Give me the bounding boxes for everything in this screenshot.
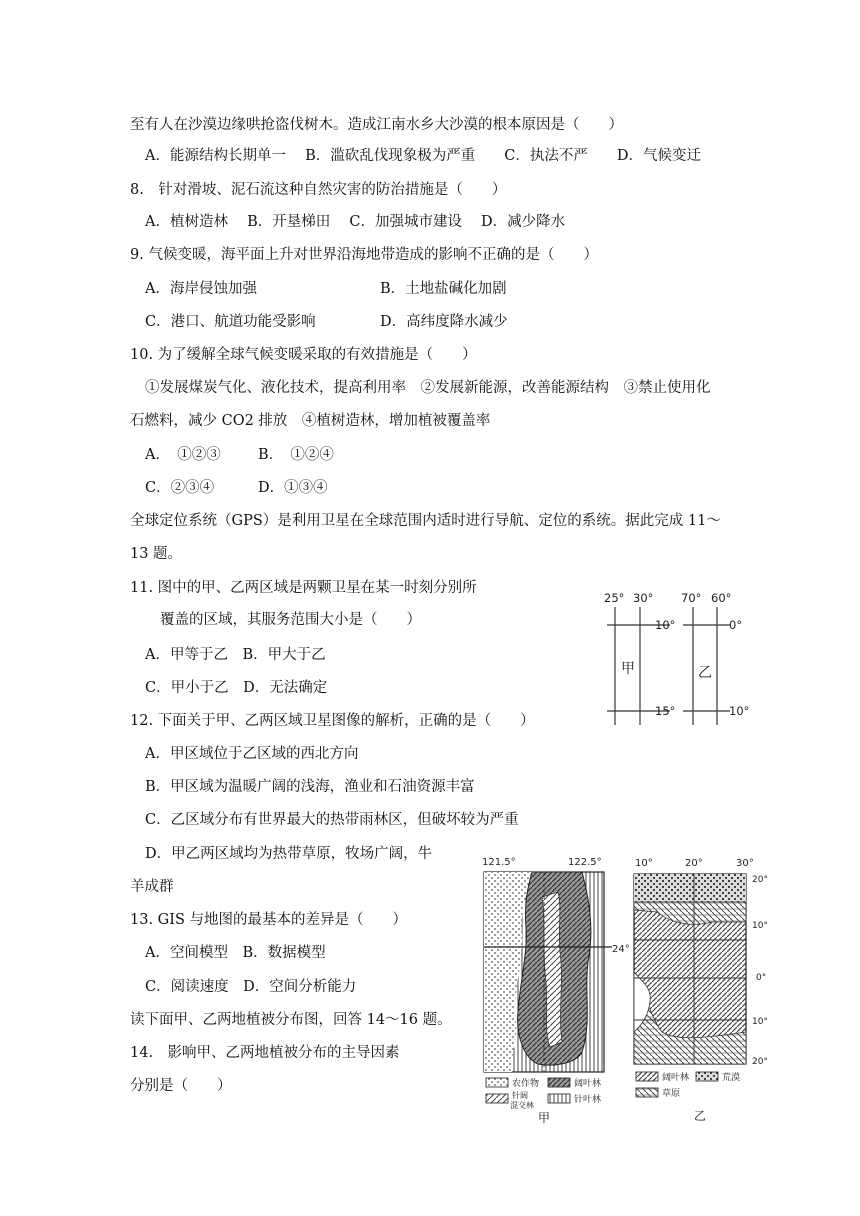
q8-stem: 8. 针对滑坡、泥石流这种自然灾害的防治措施是（ ）	[130, 182, 507, 198]
legend-yi-broadleaf-label: 阔叶林	[662, 1073, 690, 1083]
q8-options: A．植树造林 B．开垦梯田 C．加强城市建设 D．减少降水	[145, 214, 566, 230]
gps-intro-cont: 13 题。	[130, 546, 183, 562]
q12-option-d-cont: 羊成群	[130, 879, 174, 895]
yi-lat-1: 20°	[752, 875, 768, 885]
jia-map	[482, 857, 630, 1072]
yi-lon-3: 30°	[736, 858, 754, 869]
jia-lon-left: 121.5°	[482, 857, 516, 868]
q10-stem: 10. 为了缓解全球气候变暖采取的有效措施是（ ）	[130, 347, 477, 363]
legend-broadleaf-swatch	[548, 1078, 570, 1087]
vegetation-figure	[472, 852, 790, 1124]
veg-intro: 读下面甲、乙两地植被分布图，回答 14～16 题。	[130, 1012, 452, 1028]
legend-yi-desert-label: 荒漠	[722, 1073, 741, 1083]
q9-stem: 9. 气候变暖，海平面上升对世界沿海地带造成的影响不正确的是（ ）	[130, 247, 598, 263]
jia-lon-right: 30°	[633, 591, 654, 605]
gps-coverage-figure	[595, 585, 785, 750]
jia-legend	[486, 1077, 601, 1124]
legend-crop-swatch	[486, 1078, 508, 1087]
legend-broadleaf-label: 阔叶林	[574, 1079, 602, 1089]
yi-lon-left: 70°	[681, 591, 702, 605]
yi-lat-3: 0°	[756, 973, 767, 983]
q14-stem: 14. 影响甲、乙两地植被分布的主导因素	[130, 1045, 400, 1061]
legend-mixed-label-2: 混交林	[510, 1101, 534, 1110]
q13-options-ab: A．空间模型 B．数据模型	[145, 945, 326, 961]
yi-lon-2: 20°	[685, 858, 703, 869]
yi-legend	[636, 1071, 740, 1123]
q10-statements-cont: 石燃料，减少 CO2 排放 ④植树造林，增加植被覆盖率	[130, 413, 491, 429]
legend-needle-label: 针叶林	[574, 1095, 602, 1105]
q11-stem: 11. 图中的甲、乙两区域是两颗卫星在某一时刻分别所	[130, 580, 477, 596]
legend-mixed-swatch	[486, 1094, 508, 1103]
jia-lat-label: 24°	[612, 944, 630, 955]
yi-lon-1: 10°	[635, 858, 653, 869]
legend-yi-desert-swatch	[696, 1072, 718, 1081]
q9-option-c: C．港口、航道功能受影响	[145, 314, 316, 330]
q10-option-c: C．②③④	[145, 480, 215, 496]
yi-region-label: 乙	[698, 665, 712, 681]
q11-stem-cont: 覆盖的区域，其服务范围大小是（ ）	[160, 612, 421, 628]
legend-crop-label: 农作物	[512, 1079, 540, 1089]
jia-lat-top: 10°	[655, 618, 676, 632]
q14-stem-cont: 分别是（ ）	[130, 1078, 232, 1094]
legend-yi-grass-label: 草原	[662, 1089, 681, 1099]
q9-option-d: D．高纬度降水减少	[380, 314, 508, 330]
yi-desert-area	[634, 874, 746, 902]
yi-lat-bottom: 10°	[729, 704, 750, 718]
q9-option-a: A．海岸侵蚀加强	[145, 281, 257, 297]
q12-stem: 12. 下面关于甲、乙两区域卫星图像的解析，正确的是（ ）	[130, 713, 535, 729]
jia-region-label: 甲	[621, 661, 635, 677]
jia-lon-left: 25°	[604, 591, 625, 605]
q11-options-cd: C．甲小于乙 D．无法确定	[145, 680, 328, 696]
yi-map-caption: 乙	[694, 1109, 707, 1123]
q10-statements: ①发展煤炭气化、液化技术，提高利用率 ②发展新能源，改善能源结构 ③禁止使用化	[145, 380, 711, 396]
q7-stem-tail: 至有人在沙漠边缘哄抢盗伐树木。造成江南水乡大沙漠的根本原因是（ ）	[130, 117, 623, 133]
yi-lat-4: 10°	[752, 1017, 768, 1027]
legend-yi-grass-swatch	[636, 1088, 658, 1097]
yi-lat-top: 0°	[729, 618, 743, 632]
q12-option-b: B．甲区域为温暖广阔的浅海，渔业和石油资源丰富	[145, 779, 475, 795]
yi-lat-2: 10°	[752, 921, 768, 931]
q12-option-c: C．乙区域分布有世界最大的热带雨林区，但破坏较为严重	[145, 812, 519, 828]
q12-option-d: D．甲乙两区域均为热带草原，牧场广阔，牛	[145, 846, 433, 862]
q11-options-ab: A．甲等于乙 B．甲大于乙	[145, 647, 326, 663]
q10-option-d: D．①③④	[258, 480, 328, 496]
yi-lat-5: 20°	[752, 1057, 768, 1067]
q10-option-a: A． ①②③	[145, 447, 221, 463]
q13-stem: 13. GIS 与地图的最基本的差异是（ ）	[130, 912, 408, 928]
jia-lat-bottom: 15°	[655, 704, 676, 718]
yi-lon-right: 60°	[711, 591, 732, 605]
jia-map-caption: 甲	[538, 1111, 551, 1124]
jia-lon-right: 122.5°	[568, 857, 602, 868]
q10-option-b: B． ①②④	[258, 447, 334, 463]
gps-intro: 全球定位系统（GPS）是利用卫星在全球范围内适时进行导航、定位的系统。据此完成 11～	[130, 513, 721, 529]
legend-mixed-label-1: 针阔	[512, 1091, 528, 1100]
q13-options-cd: C．阅读速度 D．空间分析能力	[145, 979, 357, 995]
yi-map	[634, 858, 768, 1067]
legend-needle-swatch	[548, 1094, 570, 1103]
q12-option-a: A．甲区域位于乙区域的西北方向	[145, 746, 359, 762]
q7-options: A．能源结构长期单一 B．滥砍乱伐现象极为严重 C．执法不严 D．气候变迁	[145, 148, 701, 164]
legend-yi-broadleaf-swatch	[636, 1072, 658, 1081]
q9-option-b: B．土地盐碱化加剧	[380, 281, 507, 297]
